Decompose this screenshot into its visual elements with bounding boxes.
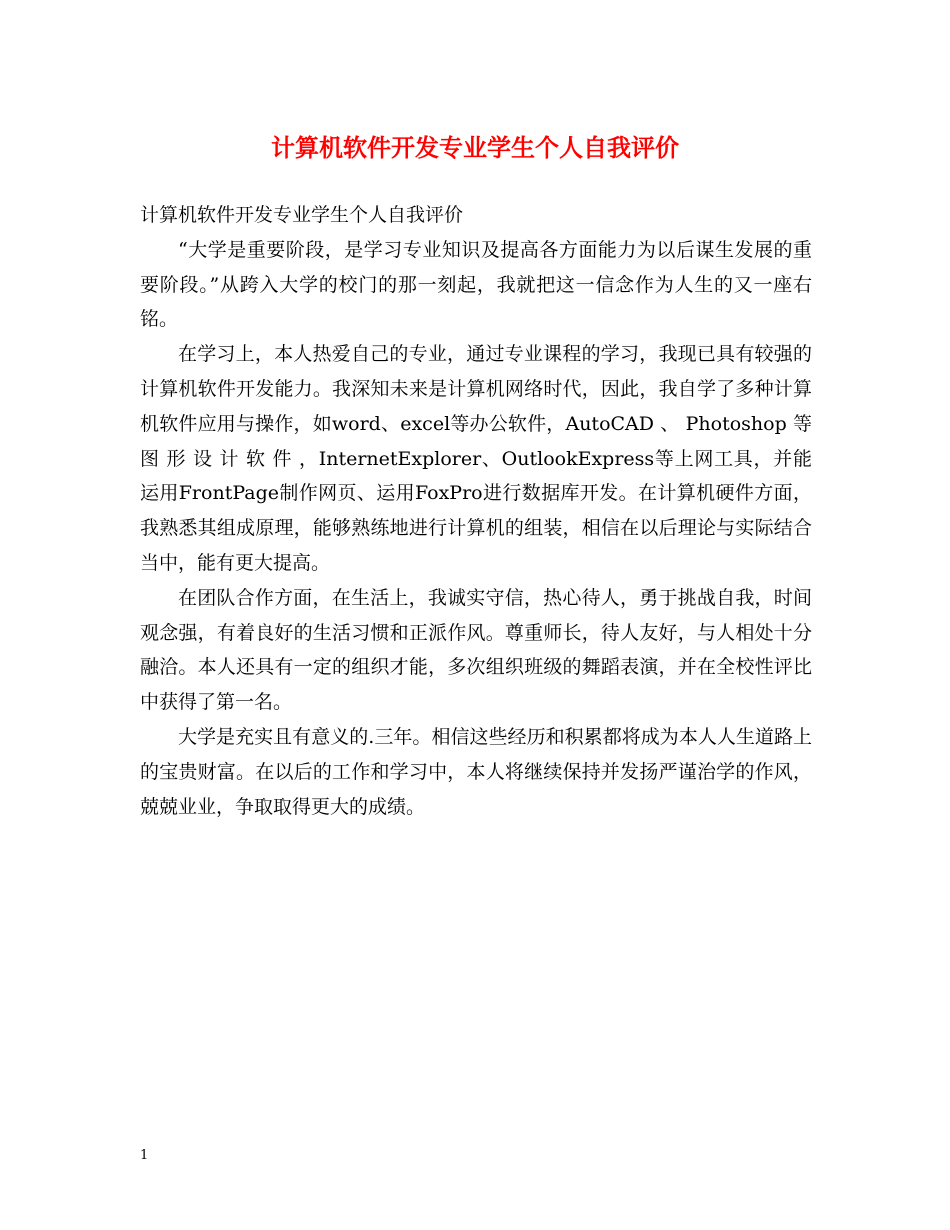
paragraph-teamwork: 在团队合作方面，在生活上，我诚实守信，热心待人，勇于挑战自我，时间观念强，有着良好的生活习惯和正派作风。尊重师长，待人友好，与人相处十分融洽。本人还具有一定的组织才能，多次组织班级的舞蹈表演，并在全校性评比中获得了第一名。 bbox=[140, 586, 812, 714]
paragraph-motto: “大学是重要阶段，是学习专业知识及提高各方面能力为以后谋生发展的重要阶段。”从跨入大学的校门的那一刻起，我就把这一信念作为人生的又一座右铭。 bbox=[140, 238, 812, 331]
page-number: 1 bbox=[140, 1148, 149, 1163]
document-subtitle: 计算机软件开发专业学生个人自我评价 bbox=[140, 204, 464, 226]
page-title: 计算机软件开发专业学生个人自我评价 bbox=[271, 133, 679, 162]
paragraph-conclusion: 大学是充实且有意义的.三年。相信这些经历和积累都将成为本人人生道路上的宝贵财富。在以后的工作和学习中，本人将继续保持并发扬严谨治学的作风，兢兢业业，争取取得更大的成绩。 bbox=[140, 725, 812, 818]
paragraph-study: 在学习上，本人热爱自己的专业，通过专业课程的学习，我现已具有较强的计算机软件开发能力。我深知未来是计算机网络时代，因此，我自学了多种计算机软件应用与操作，如word、excel等办公软件，AutoCAD 、 Photoshop 等 图 形 设 计 软 件 ，InternetExplorer、OutlookExpress等上网工具，并能运用FrontPage制作网页、运用FoxPro进行数据库开发。在计算机硬件方面，我熟悉其组成原理，能够熟练地进行计算机的组装，相信在以后理论与实际结合当中，能有更大提高。 bbox=[140, 343, 812, 574]
document-body bbox=[140, 198, 812, 824]
